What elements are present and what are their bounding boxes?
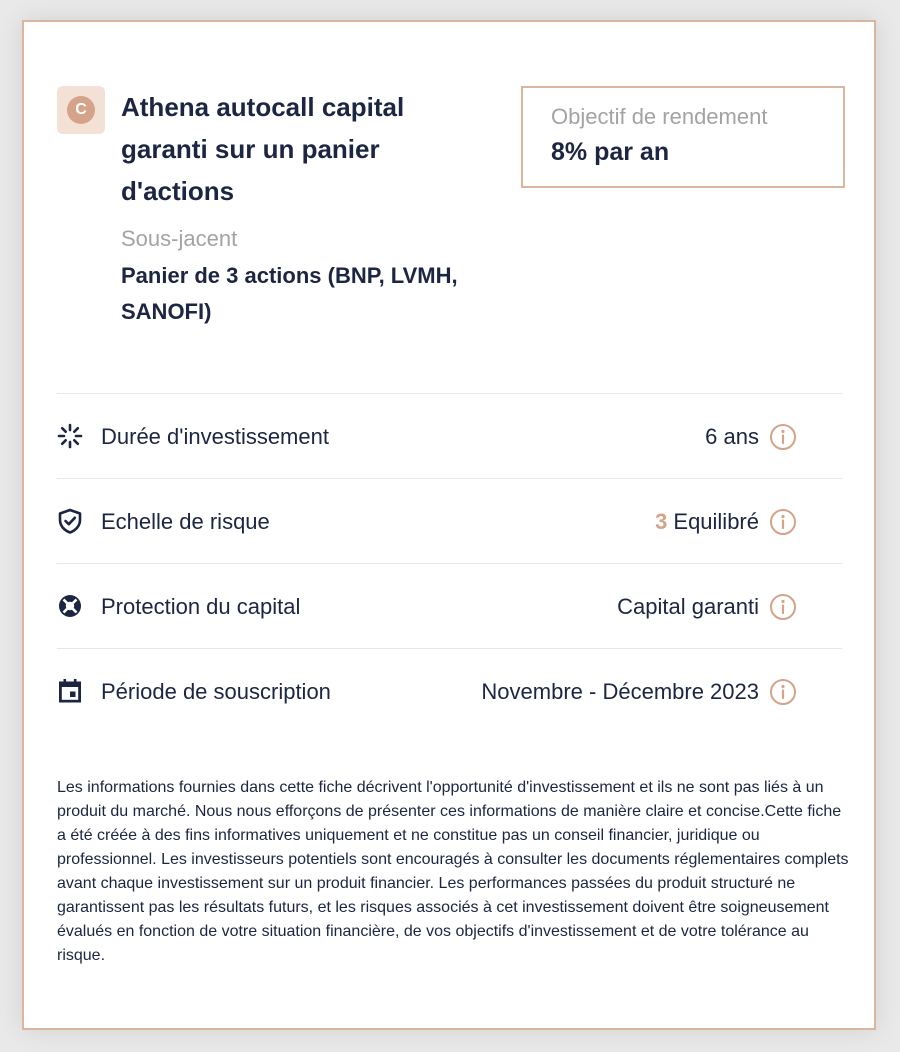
- detail-value: Novembre - Décembre 2023: [481, 679, 759, 704]
- loader-icon: [57, 423, 83, 449]
- underlying-value: Panier de 3 actions (BNP, LVMH, SANOFI): [121, 263, 458, 324]
- detail-value: Capital garanti: [617, 594, 759, 619]
- info-icon[interactable]: [769, 508, 797, 536]
- info-icon[interactable]: [769, 678, 797, 706]
- yield-objective-box: [521, 86, 845, 188]
- detail-row-risk: [57, 478, 842, 563]
- detail-label: Période de souscription: [101, 679, 331, 704]
- product-card: [22, 20, 876, 1030]
- product-logo: [57, 86, 105, 134]
- detail-label: Protection du capital: [101, 594, 301, 619]
- detail-value: [655, 507, 759, 537]
- detail-value: 6 ans: [705, 424, 759, 449]
- product-details: [57, 393, 842, 733]
- product-title: Athena autocall capital garanti sur un panier d'actions: [121, 92, 405, 206]
- info-icon[interactable]: [769, 423, 797, 451]
- calendar-icon: [57, 678, 83, 704]
- shield-check-icon: [57, 508, 83, 534]
- detail-row-protection: [57, 563, 842, 648]
- risk-score: 3: [655, 509, 668, 534]
- yield-objective-value: 8% par an: [551, 138, 670, 166]
- legal-disclaimer: Les informations fournies dans cette fiche décrivent l'opportunité d'investissement et ils ne sont pas liés à un produit du marché. Nous nous efforçons de présenter ces informations de manière claire et concise.Cette fiche a été créée à des fins informatives uniquement et ne constitue pas un conseil financier, juridique ou professionnel. Les investisseurs potentiels sont encouragés à consulter les documents réglementaires complets avant chaque investissement sur un produit financier. Les performances passées du produit structuré ne garantissent pas les résultats futurs, et les risques associés à cet investissement doivent être soigneusement évalués en fonction de votre situation financière, de vos objectifs d'investissement et de votre tolérance au risque.: [57, 779, 849, 964]
- yield-objective-label: Objectif de rendement: [551, 104, 768, 129]
- underlying-label: Sous-jacent: [121, 226, 238, 251]
- logo-letter: C: [67, 96, 95, 124]
- lifebuoy-icon: [57, 593, 83, 619]
- risk-level: Equilibré: [673, 509, 759, 534]
- detail-label: Durée d'investissement: [101, 424, 329, 449]
- detail-row-subscription: [57, 648, 842, 733]
- detail-row-duration: [57, 393, 842, 478]
- info-icon[interactable]: [769, 593, 797, 621]
- detail-label: Echelle de risque: [101, 509, 270, 534]
